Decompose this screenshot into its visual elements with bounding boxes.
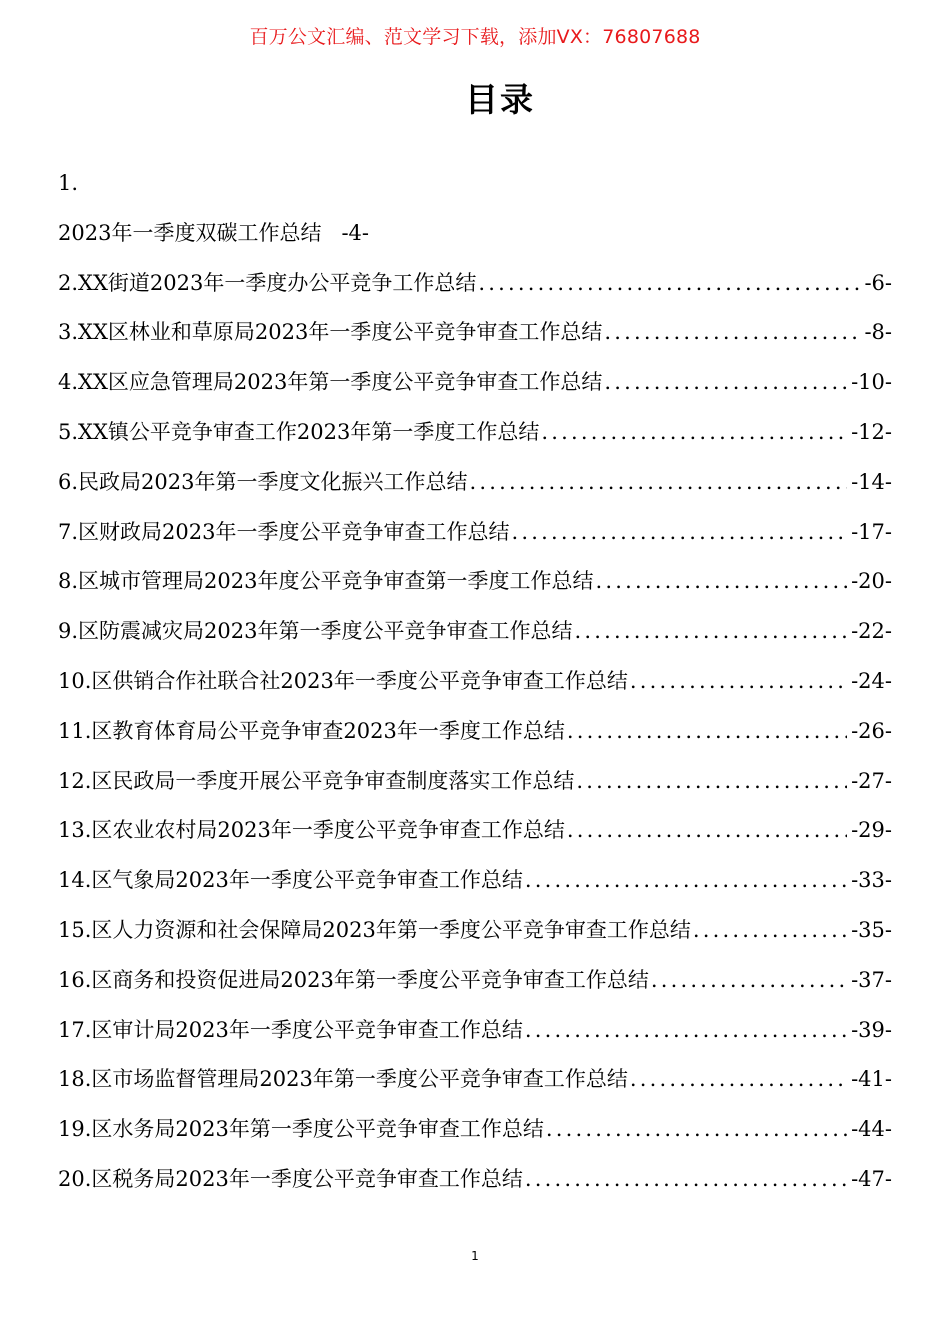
toc-entry[interactable] [58, 514, 892, 564]
toc-entry-number-text: 1. [58, 171, 79, 195]
toc-entry[interactable] [58, 962, 892, 1012]
toc-entry-text: 18.区市场监督管理局2023年第一季度公平竞争审查工作总结 [58, 1067, 628, 1092]
toc-entry[interactable] [58, 265, 892, 315]
toc-dot-leader [523, 1161, 847, 1197]
toc-entry[interactable] [58, 663, 892, 713]
toc-entry[interactable] [58, 1161, 892, 1211]
toc-entry[interactable] [58, 862, 892, 912]
toc-dot-leader [649, 962, 847, 998]
download-notice: 百万公文汇编、范文学习下载，添加VX：76807688 [249, 26, 701, 48]
toc-dot-leader [539, 414, 847, 450]
toc-dot-leader [544, 1111, 847, 1147]
toc-dot-leader [509, 514, 847, 550]
toc-dot-leader [628, 1061, 847, 1097]
toc-entry-page: -35- [851, 917, 892, 942]
toc-entry-text: 5.XX镇公平竞争审查工作2023年第一季度工作总结 [58, 419, 540, 444]
toc-entry-text: 7.区财政局2023年一季度公平竞争审查工作总结 [58, 519, 510, 544]
toc-entry-page: -10- [851, 370, 892, 395]
toc-entry-page: -17- [851, 519, 892, 544]
toc-entry-text: 3.XX区林业和草原局2023年一季度公平竞争审查工作总结 [58, 320, 603, 345]
toc-entry[interactable] [58, 563, 892, 613]
toc-entry-text: 4.XX区应急管理局2023年第一季度公平竞争审查工作总结 [58, 370, 603, 395]
toc-entry-page: -29- [851, 818, 892, 843]
toc-entry[interactable] [58, 314, 892, 364]
toc-entry[interactable] [58, 613, 892, 663]
toc-entry-page: -27- [851, 768, 892, 793]
toc-entry-text: 2023年一季度双碳工作总结 [58, 220, 322, 245]
toc-dot-leader [565, 812, 847, 848]
toc-entry-page: -37- [851, 967, 892, 992]
toc-dot-leader [593, 563, 847, 599]
toc-entry-page: -24- [851, 668, 892, 693]
toc-entry-text: 15.区人力资源和社会保障局2023年第一季度公平竞争审查工作总结 [58, 917, 691, 942]
toc-entry[interactable] [58, 1111, 892, 1161]
toc-entry-text: 13.区农业农村局2023年一季度公平竞争审查工作总结 [58, 818, 565, 843]
toc-entry-page: -39- [851, 1017, 892, 1042]
toc-entry-page: -12- [851, 419, 892, 444]
toc-dot-leader [467, 464, 847, 500]
toc-entry-text: 11.区教育体育局公平竞争审查2023年一季度工作总结 [58, 718, 565, 743]
toc-dot-leader [691, 912, 847, 948]
toc-entry[interactable] [58, 812, 892, 862]
toc-dot-leader [565, 713, 847, 749]
toc-entry-list [58, 265, 892, 1211]
toc-dot-leader [476, 265, 860, 301]
toc-dot-leader [602, 314, 860, 350]
toc-entry-page: -26- [851, 718, 892, 743]
toc-entry-page: -22- [851, 619, 892, 644]
toc-entry-page: -8- [864, 320, 892, 345]
toc-entry-number [58, 165, 892, 215]
toc-entry-page: -20- [851, 569, 892, 594]
toc-entry[interactable] [58, 763, 892, 813]
toc-entry-page: -41- [851, 1067, 892, 1092]
toc-entry-page: -47- [851, 1166, 892, 1191]
page-number: 1 [471, 1249, 479, 1263]
toc-entry-text: 19.区水务局2023年第一季度公平竞争审查工作总结 [58, 1117, 544, 1142]
toc-entry[interactable] [58, 1012, 892, 1062]
page-title: 目录 [465, 80, 535, 119]
toc-entry[interactable] [58, 912, 892, 962]
toc-entry[interactable] [58, 364, 892, 414]
toc-entry-text: 9.区防震减灾局2023年第一季度公平竞争审查工作总结 [58, 619, 573, 644]
toc-entry-text: 17.区审计局2023年一季度公平竞争审查工作总结 [58, 1017, 523, 1042]
toc-dot-leader [628, 663, 847, 699]
toc-entry-text: 16.区商务和投资促进局2023年第一季度公平竞争审查工作总结 [58, 967, 649, 992]
toc-entry-text: 6.民政局2023年第一季度文化振兴工作总结 [58, 469, 468, 494]
toc-entry-page: -6- [864, 270, 892, 295]
toc-entry-text: 2.XX街道2023年一季度办公平竞争工作总结 [58, 270, 477, 295]
toc-entry[interactable] [58, 1061, 892, 1111]
toc-entry[interactable] [58, 464, 892, 514]
toc-entry-text: 14.区气象局2023年一季度公平竞争审查工作总结 [58, 868, 523, 893]
table-of-contents [58, 165, 892, 1211]
toc-dot-leader [523, 1012, 847, 1048]
toc-entry[interactable] [58, 713, 892, 763]
toc-dot-leader [572, 613, 847, 649]
toc-entry-page: -4- [341, 220, 370, 245]
toc-dot-leader [574, 763, 847, 799]
toc-entry-page: -33- [851, 868, 892, 893]
toc-dot-leader [602, 364, 847, 400]
toc-entry-text: 10.区供销合作社联合社2023年一季度公平竞争审查工作总结 [58, 668, 628, 693]
toc-dot-leader [523, 862, 847, 898]
toc-entry-page: -14- [851, 469, 892, 494]
toc-entry-text: 8.区城市管理局2023年度公平竞争审查第一季度工作总结 [58, 569, 594, 594]
toc-entry-page: -44- [851, 1117, 892, 1142]
toc-entry[interactable] [58, 215, 892, 265]
toc-entry[interactable] [58, 414, 892, 464]
toc-entry-text: 20.区税务局2023年一季度公平竞争审查工作总结 [58, 1166, 523, 1191]
toc-entry-text: 12.区民政局一季度开展公平竞争审查制度落实工作总结 [58, 768, 575, 793]
